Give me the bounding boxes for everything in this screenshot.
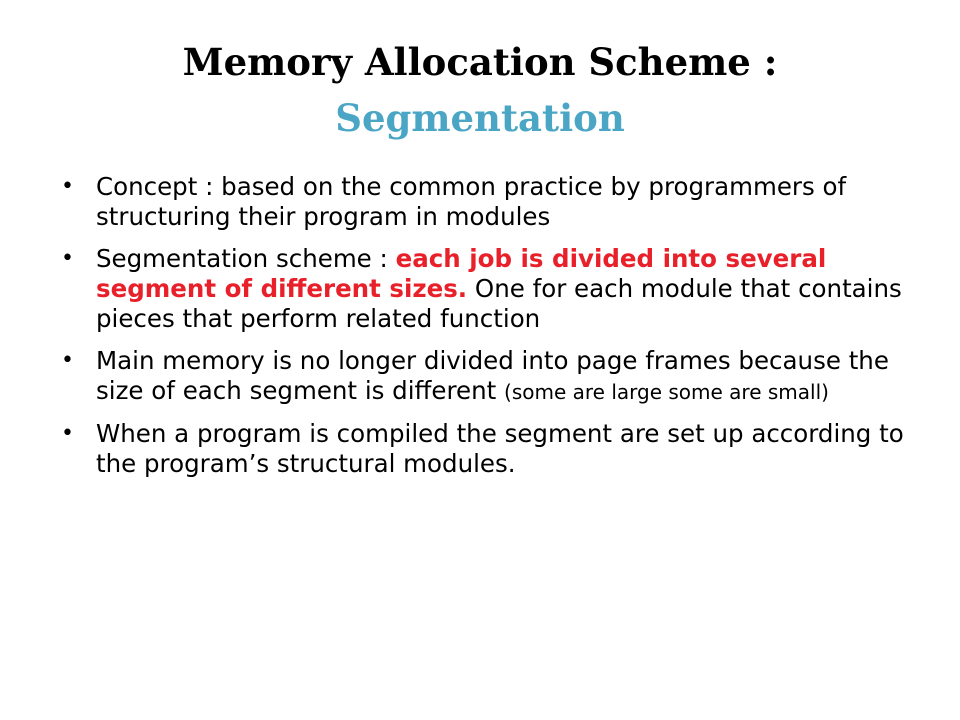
bullet-text-small: (some are large some are small) bbox=[504, 380, 829, 404]
slide-title bbox=[60, 34, 900, 146]
bullet-text: When a program is compiled the segment are set up according to the program’s structural modules. bbox=[96, 419, 904, 478]
bullet-item-compiled bbox=[60, 419, 940, 479]
bullet-dot-icon: • bbox=[61, 174, 74, 199]
bullet-text-suffix: One for each module that contains pieces that perform related function bbox=[96, 274, 902, 333]
bullet-dot-icon: • bbox=[61, 421, 74, 446]
title-main: Memory Allocation Scheme : bbox=[182, 40, 778, 84]
bullet-list bbox=[60, 172, 940, 491]
bullet-text-prefix: Segmentation scheme : bbox=[96, 244, 396, 273]
bullet-item-concept bbox=[60, 172, 940, 232]
title-accent: Segmentation bbox=[335, 96, 625, 140]
bullet-item-main-memory bbox=[60, 346, 940, 407]
bullet-item-segmentation-scheme bbox=[60, 244, 940, 334]
bullet-text-highlight: each job is divided into several segment of different sizes. bbox=[96, 244, 827, 303]
bullet-dot-icon: • bbox=[61, 348, 74, 373]
bullet-dot-icon: • bbox=[61, 246, 74, 271]
bullet-text: Concept : based on the common practice by programmers of structuring their program in modules bbox=[96, 172, 847, 231]
bullet-text: Main memory is no longer divided into page frames because the size of each segment is different bbox=[96, 346, 889, 405]
